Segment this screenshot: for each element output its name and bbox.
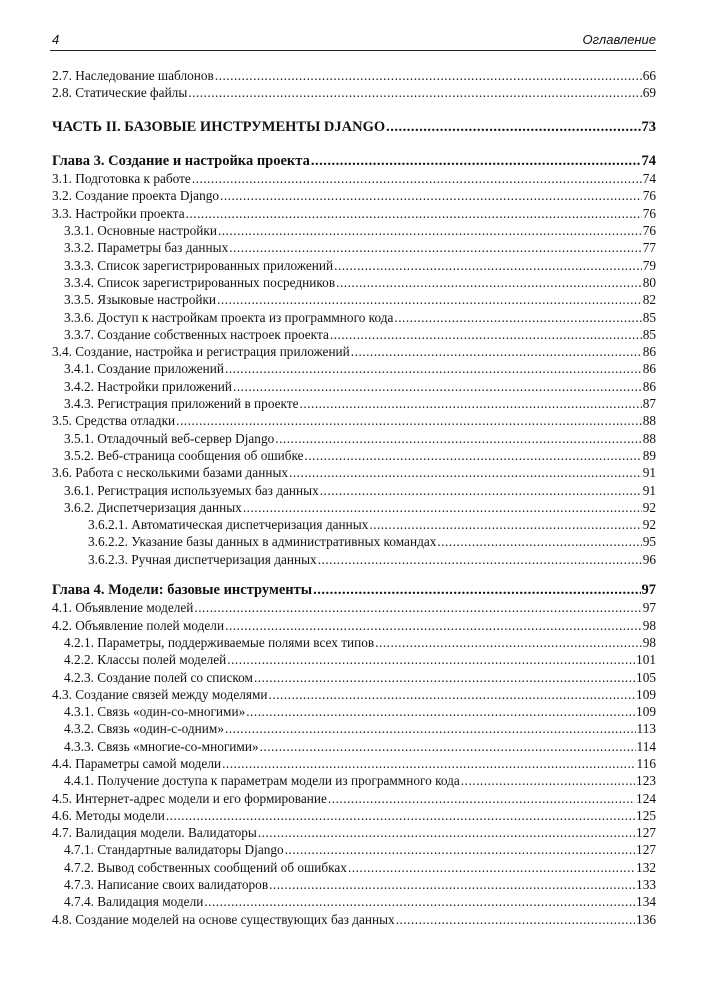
toc-entry-page: 127: [636, 842, 656, 858]
toc-entry-title: 3.3.1. Основные настройки: [64, 223, 217, 239]
leader-dots: [258, 824, 635, 841]
toc-entry: [52, 464, 656, 481]
toc-entry: [52, 395, 656, 412]
leader-dots: [220, 187, 642, 204]
chapter-page: 74: [641, 152, 656, 169]
leader-dots: [176, 412, 642, 429]
toc-entry-title: 3.4.2. Настройки приложений: [64, 378, 233, 394]
toc-entry-page: 96: [642, 551, 656, 567]
leader-dots: [336, 274, 642, 291]
leader-dots: [396, 911, 635, 928]
leader-dots: [269, 686, 636, 703]
leader-dots: [227, 651, 635, 668]
toc-entry-title: 3.3.4. Список зарегистрированных посредников: [64, 274, 336, 290]
toc-entry-page: 125: [636, 807, 656, 823]
toc-entry: [52, 187, 656, 204]
leader-dots: [225, 360, 642, 377]
table-of-contents: [52, 67, 656, 928]
toc-entry: [52, 893, 656, 910]
toc-entry-page: 85: [642, 326, 656, 342]
toc-entry-page: 132: [636, 859, 656, 875]
toc-entry-page: 101: [636, 652, 656, 668]
toc-entry: [52, 482, 656, 499]
toc-entry: [52, 651, 656, 668]
toc-entry-page: 76: [642, 205, 656, 221]
spacer: [52, 568, 656, 582]
leader-dots: [218, 222, 642, 239]
toc-entry: [52, 911, 656, 928]
leader-dots: [461, 772, 635, 789]
toc-entry-page: 86: [642, 361, 656, 377]
toc-entry: [52, 551, 656, 568]
toc-entry-page: 116: [636, 755, 656, 771]
chapter-page: 97: [641, 582, 656, 599]
toc-entry-page: 133: [636, 877, 656, 893]
leader-dots: [233, 378, 642, 395]
toc-entry: [52, 738, 656, 755]
leader-dots: [328, 790, 635, 807]
toc-entry: [52, 533, 656, 550]
toc-entry: [52, 447, 656, 464]
leader-dots: [394, 309, 641, 326]
leader-dots: [225, 720, 636, 737]
toc-entry-title: 3.3.5. Языковые настройки: [64, 292, 217, 308]
toc-entry-page: 92: [642, 517, 656, 533]
toc-entry-title: 3.5.1. Отладочный веб-сервер Django: [64, 430, 275, 446]
toc-entry: [52, 720, 656, 737]
toc-entry: [52, 274, 656, 291]
toc-entry: [52, 686, 656, 703]
toc-entry-title: 3.3.2. Параметры баз данных: [64, 240, 229, 256]
toc-entry: [52, 343, 656, 360]
leader-dots: [194, 599, 641, 616]
leader-dots: [311, 153, 641, 170]
toc-entry-title: 3.6.2.3. Ручная диспетчеризация данных: [88, 551, 317, 567]
leader-dots: [289, 464, 642, 481]
toc-entry-title: 4.3.2. Связь «один-с-одним»: [64, 721, 224, 737]
leader-dots: [348, 859, 635, 876]
toc-entry-page: 82: [642, 292, 656, 308]
toc-entry-page: 109: [636, 704, 656, 720]
toc-entry-page: 92: [642, 499, 656, 515]
toc-entry-page: 79: [642, 257, 656, 273]
toc-entry-page: 98: [642, 634, 656, 650]
toc-entry: [52, 326, 656, 343]
part-page: 73: [641, 118, 656, 135]
toc-entry-page: 86: [642, 344, 656, 360]
toc-entry-title: 4.2. Объявление полей модели: [52, 617, 225, 633]
page-number: 4: [52, 32, 60, 47]
toc-entry-page: 127: [636, 825, 656, 841]
toc-entry-page: 89: [642, 447, 656, 463]
toc-entry: [52, 378, 656, 395]
chapter-heading: [52, 582, 656, 599]
leader-dots: [260, 738, 636, 755]
leader-dots: [318, 551, 642, 568]
toc-entry-title: 4.1. Объявление моделей: [52, 600, 194, 616]
toc-entry-title: 3.6.1. Регистрация используемых баз данных: [64, 482, 319, 498]
leader-dots: [222, 755, 635, 772]
leader-dots: [375, 634, 642, 651]
toc-entry-title: 4.2.2. Классы полей моделей: [64, 652, 227, 668]
toc-entry: [52, 309, 656, 326]
leader-dots: [285, 841, 635, 858]
toc-entry-title: 3.4.1. Создание приложений: [64, 361, 224, 377]
toc-entry-title: 4.3.1. Связь «один-со-многими»: [64, 704, 246, 720]
toc-entry-title: 4.7.1. Стандартные валидаторы Django: [64, 842, 284, 858]
leader-dots: [313, 582, 640, 599]
leader-dots: [166, 807, 635, 824]
toc-entry-page: 123: [636, 773, 656, 789]
toc-entry-title: 4.7.2. Вывод собственных сообщений об ошибках: [64, 859, 347, 875]
toc-entry-title: 3.5. Средства отладки: [52, 413, 176, 429]
toc-entry-title: 4.3.3. Связь «многие-со-многими»: [64, 738, 259, 754]
toc-entry-title: 3.6. Работа с несколькими базами данных: [52, 465, 289, 481]
leader-dots: [192, 170, 642, 187]
chapter-3-entries: [52, 170, 656, 568]
leader-dots: [215, 67, 642, 84]
leader-dots: [305, 447, 642, 464]
toc-entry: [52, 67, 656, 84]
toc-entry: [52, 876, 656, 893]
leader-dots: [254, 669, 635, 686]
toc-entry-page: 74: [642, 171, 656, 187]
toc-entry-title: 3.6.2.2. Указание базы данных в административных командах: [88, 534, 437, 550]
spacer: [52, 102, 656, 119]
part-title: ЧАСТЬ II. БАЗОВЫЕ ИНСТРУМЕНТЫ DJANGO: [52, 118, 386, 135]
toc-entry: [52, 516, 656, 533]
toc-entry: [52, 257, 656, 274]
leader-dots: [243, 499, 642, 516]
toc-entry: [52, 170, 656, 187]
toc-entry-page: 69: [642, 85, 656, 101]
toc-entry: [52, 703, 656, 720]
toc-entry-page: 91: [642, 482, 656, 498]
toc-entry: [52, 205, 656, 222]
toc-entry-page: 124: [636, 790, 656, 806]
toc-entry: [52, 291, 656, 308]
toc-entry-page: 114: [636, 738, 656, 754]
toc-entry-title: 3.3.6. Доступ к настройкам проекта из программного кода: [64, 309, 394, 325]
running-title: Оглавление: [582, 32, 656, 47]
toc-entry-title: 4.4.1. Получение доступа к параметрам модели из программного кода: [64, 773, 460, 789]
toc-entry-page: 88: [642, 430, 656, 446]
leader-dots: [334, 257, 642, 274]
toc-entry-title: 3.4. Создание, настройка и регистрация приложений: [52, 344, 350, 360]
toc-entry: [52, 84, 656, 101]
toc-entry: [52, 669, 656, 686]
leader-dots: [437, 533, 641, 550]
toc-entry-title: 4.7.4. Валидация модели: [64, 894, 204, 910]
toc-entry: [52, 499, 656, 516]
toc-entry: [52, 617, 656, 634]
toc-entry: [52, 824, 656, 841]
toc-entry: [52, 430, 656, 447]
toc-entry: [52, 222, 656, 239]
chapter-heading: [52, 153, 656, 170]
leader-dots: [188, 84, 641, 101]
toc-entry-page: 97: [642, 600, 656, 616]
toc-entry-title: 4.7. Валидация модели. Валидаторы: [52, 825, 257, 841]
toc-entry-title: 3.4.3. Регистрация приложений в проекте: [64, 396, 299, 412]
spacer: [52, 136, 656, 153]
toc-entry: [52, 755, 656, 772]
toc-entry-page: 76: [642, 223, 656, 239]
toc-entry-page: 87: [642, 396, 656, 412]
toc-entry-title: 3.5.2. Веб-страница сообщения об ошибке: [64, 447, 304, 463]
toc-entry-title: 3.3.3. Список зарегистрированных приложений: [64, 257, 334, 273]
toc-entry-page: 134: [636, 894, 656, 910]
toc-entry: [52, 859, 656, 876]
toc-entry-title: 4.2.1. Параметры, поддерживаемые полями всех типов: [64, 634, 375, 650]
leader-dots: [225, 617, 642, 634]
leader-dots: [246, 703, 635, 720]
running-header: [50, 30, 656, 51]
toc-entry: [52, 634, 656, 651]
leader-dots: [330, 326, 642, 343]
chapter-title: Глава 3. Создание и настройка проекта: [52, 152, 310, 169]
leader-dots: [275, 430, 641, 447]
toc-entry: [52, 239, 656, 256]
toc-entry: [52, 772, 656, 789]
toc-entry-title: 3.2. Создание проекта Django: [52, 188, 220, 204]
leader-dots: [217, 291, 642, 308]
leader-dots: [229, 239, 641, 256]
toc-entry-title: 3.1. Подготовка к работе: [52, 171, 191, 187]
leader-dots: [386, 119, 640, 136]
leader-dots: [300, 395, 642, 412]
toc-entry: [52, 599, 656, 616]
toc-entry: [52, 360, 656, 377]
toc-entry: [52, 841, 656, 858]
toc-entry-page: 85: [642, 309, 656, 325]
toc-entry-title: 3.3. Настройки проекта: [52, 205, 185, 221]
toc-entry-title: 3.6.2.1. Автоматическая диспетчеризация данных: [88, 517, 369, 533]
leader-dots: [369, 516, 641, 533]
toc-entry: [52, 412, 656, 429]
toc-entry-title: 4.2.3. Создание полей со списком: [64, 669, 253, 685]
toc-entry-page: 88: [642, 413, 656, 429]
toc-entry-title: 4.7.3. Написание своих валидаторов: [64, 877, 269, 893]
toc-entry-page: 98: [642, 617, 656, 633]
leader-dots: [204, 893, 635, 910]
toc-entry-page: 91: [642, 465, 656, 481]
part-heading: [52, 119, 656, 136]
toc-entry-title: 3.3.7. Создание собственных настроек проекта: [64, 326, 329, 342]
toc-entry-page: 109: [636, 686, 656, 702]
toc-entry: [52, 790, 656, 807]
toc-entry-page: 66: [642, 68, 656, 83]
leader-dots: [186, 205, 642, 222]
toc-entry-title: 4.6. Методы модели: [52, 807, 165, 823]
leader-dots: [320, 482, 642, 499]
toc-entry-page: 95: [642, 534, 656, 550]
toc-entry-page: 113: [636, 721, 656, 737]
toc-entry-page: 77: [642, 240, 656, 256]
toc-entry-title: 4.3. Создание связей между моделями: [52, 686, 268, 702]
chapter-title: Глава 4. Модели: базовые инструменты: [52, 582, 313, 599]
toc-entry-title: 4.8. Создание моделей на основе существующих баз данных: [52, 911, 395, 927]
toc-entry-title: 4.5. Интернет-адрес модели и его формирование: [52, 790, 327, 806]
toc-entry-page: 136: [636, 911, 656, 927]
leader-dots: [269, 876, 635, 893]
toc-entry-page: 86: [642, 378, 656, 394]
toc-entry-title: 4.4. Параметры самой модели: [52, 755, 222, 771]
toc-entry-page: 105: [636, 669, 656, 685]
toc-entry-page: 80: [642, 274, 656, 290]
leader-dots: [351, 343, 642, 360]
chapter-4-entries: [52, 599, 656, 928]
toc-entry: [52, 807, 656, 824]
toc-entry-page: 76: [642, 188, 656, 204]
toc-entry-title: 3.6.2. Диспетчеризация данных: [64, 499, 242, 515]
toc-entry-title: 2.8. Статические файлы: [52, 85, 188, 101]
toc-entry-title: 2.7. Наследование шаблонов: [52, 68, 214, 83]
